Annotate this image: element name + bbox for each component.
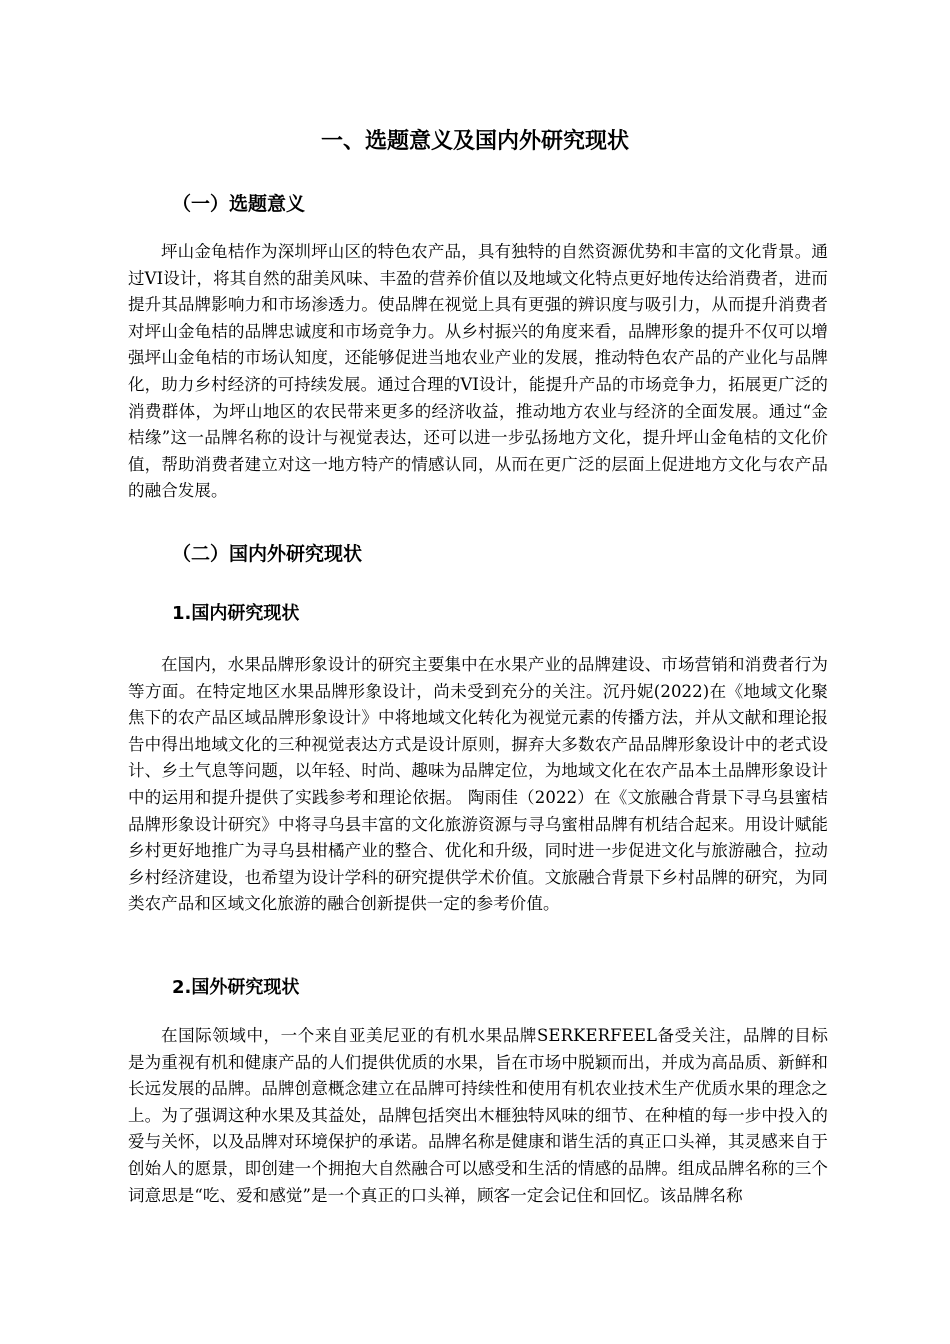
page-title: 一、选题意义及国内外研究现状	[320, 129, 629, 154]
subsection-heading-foreign: 2.国外研究现状	[172, 977, 300, 998]
paragraph-foreign: 在国际领域中，一个来自亚美尼亚的有机水果品牌SERKERFEEL备受关注，品牌的目标是为重视有机和健康产品的人们提供优质的水果，旨在市场中脱颖而出，并成为高品质、新鲜和长远发展的品牌。品牌创意概念建立在品牌可持续性和使用有机农业技术生产优质水果的理念之上。为了强调这种水果及其益处，品牌包括突出木榧独特风味的细节、在种植的每一步中投入的爱与关怀，以及品牌对环境保护的承诺。品牌名称是健康和谐生活的真正口头禅，其灵感来自于创始人的愿景，即创建一个拥抱大自然融合可以感受和生活的情感的品牌。组成品牌名称的三个词意思是“吃、爱和感觉”是一个真正的口头禅，顾客一定会记住和回忆。该品牌名称	[128, 1026, 828, 1205]
paragraph-domestic: 在国内，水果品牌形象设计的研究主要集中在水果产业的品牌建设、市场营销和消费者行为等方面。在特定地区水果品牌形象设计，尚未受到充分的关注。沉丹妮(2022)在《地域文化聚焦下的农产品区域品牌形象设计》中将地域文化转化为视觉元素的传播方法，并从文献和理论报告中得出地域文化的三种视觉表达方式是设计原则，摒弃大多数农产品品牌形象设计中的老式设计、乡土气息等问题，以年轻、时尚、趣味为品牌定位，为地域文化在农产品本土品牌形象设计中的运用和提升提供了实践参考和理论依据。 陶雨佳（2022）在《文旅融合背景下寻乌县蜜桔品牌形象设计研究》中将寻乌县丰富的文化旅游资源与寻乌蜜柑品牌有机结合起来。用设计赋能乡村更好地推广为寻乌县柑橘产业的整合、优化和升级，同时进一步促进文化与旅游融合，拉动乡村经济建设，也希望为设计学科的研究提供学术价值。文旅融合背景下乡村品牌的研究，为同类农产品和区域文化旅游的融合创新提供一定的参考价值。	[128, 655, 828, 914]
subsection-heading-domestic: 1.国内研究现状	[172, 603, 300, 624]
section-heading-significance: （一）选题意义	[172, 193, 306, 215]
paragraph-significance: 坪山金龟桔作为深圳坪山区的特色农产品，具有独特的自然资源优势和丰富的文化背景。通过VI设计，将其自然的甜美风味、丰盈的营养价值以及地域文化特点更好地传达给消费者，进而提升其品牌影响力和市场渗透力。使品牌在视觉上具有更强的辨识度与吸引力，从而提升消费者对坪山金龟桔的品牌忠诚度和市场竞争力。从乡村振兴的角度来看，品牌形象的提升不仅可以增强坪山金龟桔的市场认知度，还能够促进当地农业产业的发展，推动特色农产品的产业化与品牌化，助力乡村经济的可持续发展。通过合理的VI设计，能提升产品的市场竞争力，拓展更广泛的消费群体，为坪山地区的农民带来更多的经济收益，推动地方农业与经济的全面发展。通过“金桔缘”这一品牌名称的设计与视觉表达，还可以进一步弘扬地方文化，提升坪山金龟桔的文化价值，帮助消费者建立对这一地方特产的情感认同，从而在更广泛的层面上促进地方文化与农产品的融合发展。	[128, 242, 828, 501]
section-heading-research-status: （二）国内外研究现状	[172, 543, 363, 565]
